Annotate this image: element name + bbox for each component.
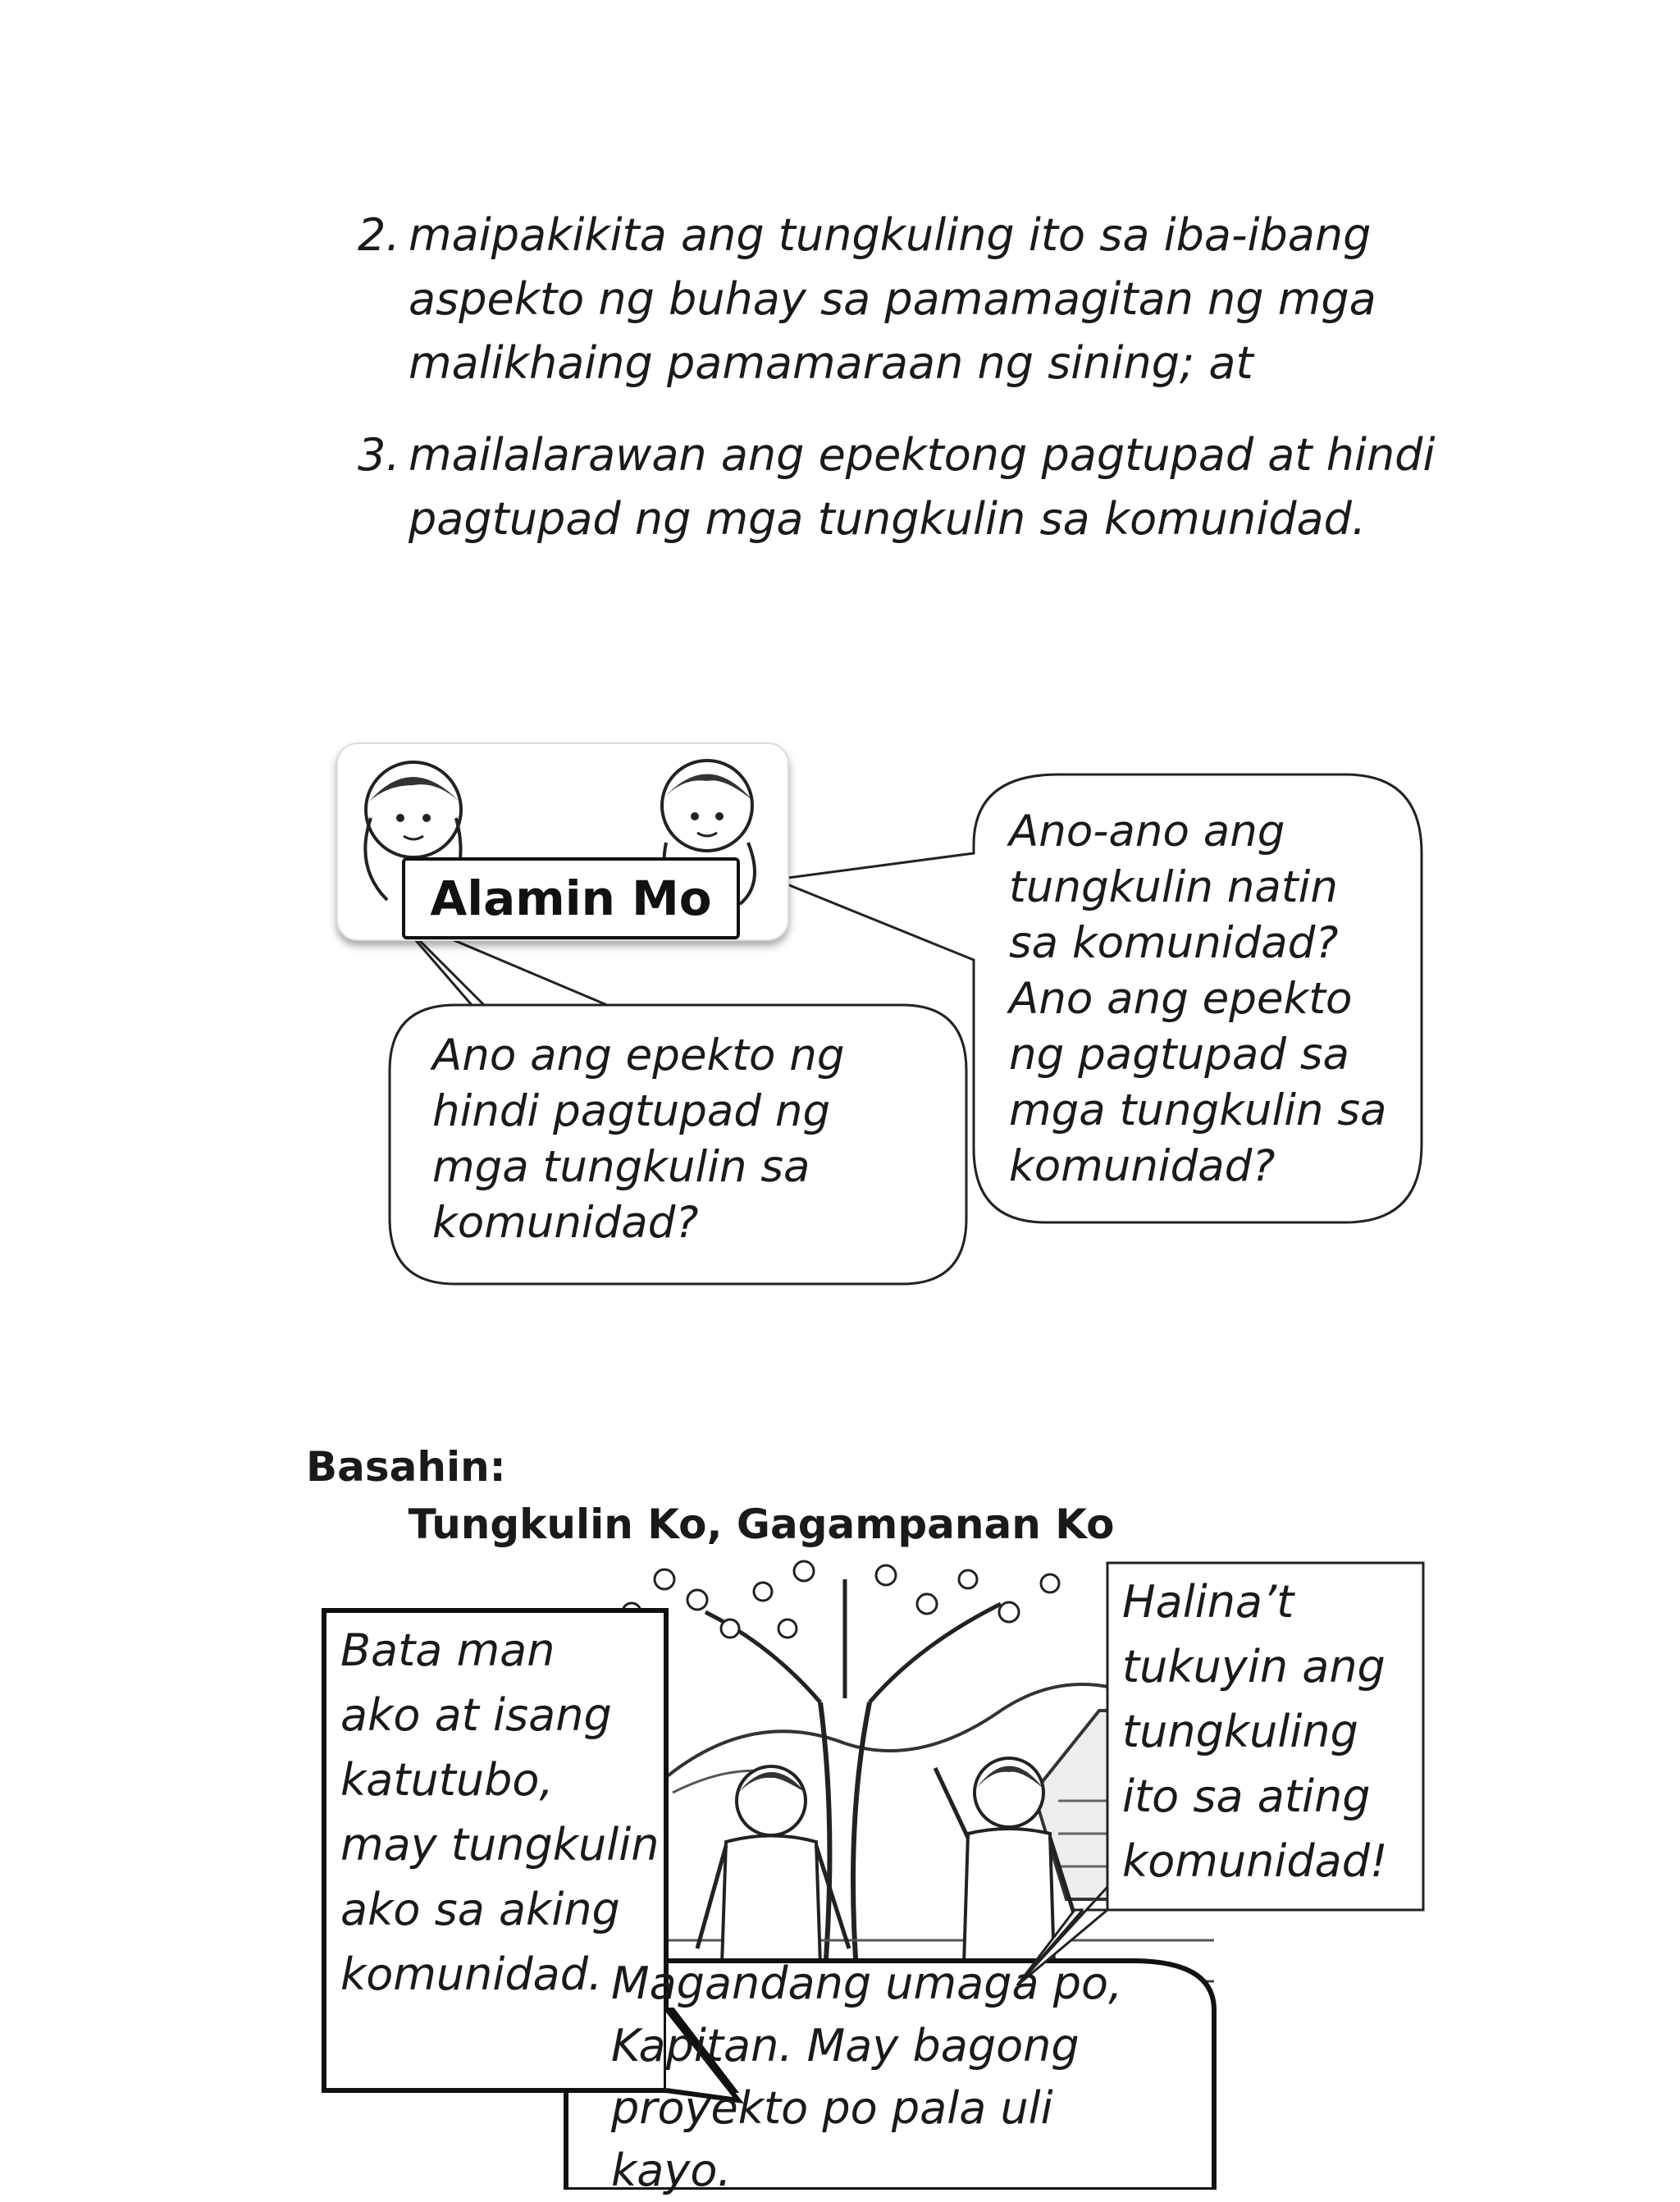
left-speech-text: Bata man ako at isang katutubo, may tungkulin ako sa aking komunidad. (340, 1624, 660, 2000)
right-bubble-text: Ano-ano ang tungkulin natin sa komunidad? Ano ang epekto ng pagtupad sa mga tungkulin sa komunidad? (1009, 806, 1387, 1191)
left-bubble-text: Ano ang epekto ng hindi pagtupad ng mga tungkulin sa komunidad? (432, 1030, 845, 1248)
objective-number: 2. (358, 209, 400, 261)
objective-number: 3. (358, 429, 400, 481)
alamin-mo-label: Alamin Mo (430, 870, 712, 926)
right-speech-text: Halina’t tukuyin ang tungkuling ito sa ating komunidad! (1122, 1576, 1388, 1887)
objective-text: maipakikita ang tungkuling ito sa iba-ibang aspekto ng buhay sa pamamagitan ng mga malikhaing pamamaraan ng sining; at (409, 209, 1376, 389)
story-title: Tungkulin Ko, Gagampanan Ko (408, 1501, 1115, 1548)
bottom-speech-text: Magandang umaga po, Kapitan. May bagong proyekto po pala uli kayo. (611, 1958, 1123, 2196)
basahin-label: Basahin: (306, 1443, 506, 1491)
objective-text: mailalarawan ang epektong pagtupad at hindi pagtupad ng mga tungkulin sa komunidad. (409, 429, 1436, 545)
